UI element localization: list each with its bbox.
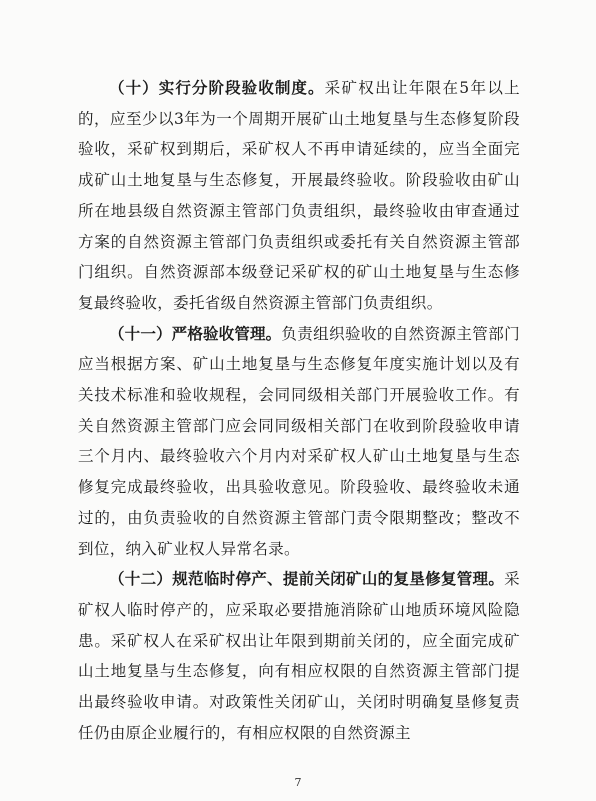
paragraph-10-heading: （十）实行分阶段验收制度。 [109,78,325,97]
paragraph-11-text: 负责组织验收的自然资源主管部门应当根据方案、矿山土地复垦与生态修复年度实施计划以及有关技术标准和验收规程，会同同级相关部门开展验收工作。有关自然资源主管部门应会同同级相关部门在收到阶段验收申请三个月内、最终验收六个月内对采矿权人矿山土地复垦与生态修复完成最终验收，出具验收意见。阶段验收、最终验收未通过的，由负责验收的自然资源主管部门责令限期整改；整改不到位，纳入矿业权人异常名录。 [78,324,520,558]
paragraph-10 [78,73,520,319]
paragraph-11-heading: （十一）严格验收管理。 [109,323,282,343]
paragraph-10-text: 采矿权出让年限在5年以上的，应至少以3年为一个周期开展矿山土地复垦与生态修复阶段验收，采矿权到期后，采矿权人不再申请延续的，应当全面完成矿山土地复垦与生态修复，开展最终验收。阶段验收由矿山所在地县级自然资源主管部门负责组织，最终验收由审查通过方案的自然资源主管部门负责组织或委托有关自然资源主管部门组织。自然资源部本级登记采矿权的矿山土地复垦与生态修复最终验收，委托省级自然资源主管部门负责组织。 [78,79,520,312]
paragraph-12-text: 采矿权人临时停产的，应采取必要措施消除矿山地质环境风险隐患。采矿权人在采矿权出让年限到期前关闭的，应全面完成矿山土地复垦与生态修复，向有相应权限的自然资源主管部门提出最终验收申请。对政策性关闭矿山，关闭时明确复垦修复责任仍由原企业履行的，有相应权限的自然资源主 [78,570,520,742]
document-body [78,73,520,748]
paragraph-11 [78,319,520,565]
paragraph-12-heading: （十二）规范临时停产、提前关闭矿山的复垦修复管理。 [109,569,505,589]
page-number: 7 [294,776,302,789]
paragraph-12 [78,564,520,748]
